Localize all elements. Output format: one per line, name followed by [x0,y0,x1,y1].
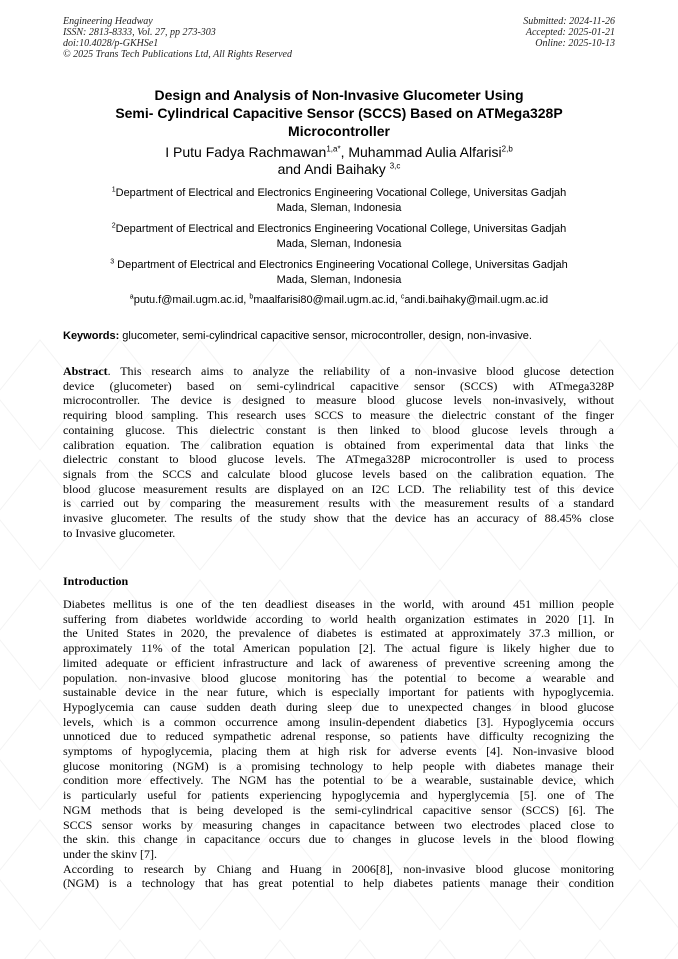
date-accepted: Accepted: 2025-01-21 [525,27,615,38]
watermark-stroke [320,940,400,959]
affiliation-line [72,222,606,237]
intro-line: (NGM) is a technology that has great potential to help diabetes patients manage their condition [63,876,614,891]
intro-line: approximately 11% of the total American population [2]. The actual figure is likely higher due to [63,641,614,656]
affiliation-text: Department of Electrical and Electronics Engineering Vocational College, Universitas Gadjah [114,259,568,271]
watermark-stroke [640,460,678,510]
watermark-stroke [80,940,160,959]
affiliation-line: Mada, Sleman, Indonesia [276,238,402,250]
abstract-line: blood glucose measurement results are displayed on an I2C LCD. The reliability test of this device [63,481,614,496]
date-submitted: Submitted: 2024-11-26 [523,16,615,27]
intro-line: condition more effectively. The NGM has the potential to be a wearable, sustainable device, which [63,773,614,788]
journal-doi: doi:10.4028/p-GKHSe1 [63,38,159,49]
intro-line: symptoms of hypoglycemia, placing them at high risk for adverse events [4]. Non-invasive blood [63,744,614,759]
abstract-text: . This research aims to analyze the reliability of a non-invasive blood glucose detection [107,364,614,378]
abstract-line: microcontroller. The device is designed to measure blood glucose levels non-invasively, without [63,393,614,408]
watermark-stroke [0,760,40,810]
author-name: Andi Baihaky [304,161,390,177]
abstract-line: signals from the SCCS and calculate blood glucose levels based on the calibration equation. The [63,466,614,481]
author-name: I Putu Fadya Rachmawan [165,144,327,160]
abstract-line [63,364,614,379]
abstract-line: is carried out by comparing the measurement results with the measurement results of a standard [63,496,614,511]
abstract-line: dielectric constant to blood glucose levels. The ATmega328P microcontroller is used to process [63,452,614,467]
journal-header [63,16,292,60]
intro-line: limited adequate or efficient infrastructure and lack of awareness of preventive screening among the [63,655,614,670]
author-line-2 [63,161,615,178]
intro-line: population. non-invasive blood glucose monitoring has the potential to become a wearable and [63,670,614,685]
title-line: Microcontroller [288,123,390,139]
affiliation [72,222,606,252]
author-separator: , [340,144,349,160]
intro-line: NGM methods that is being developed is the semi-cylindrical capacitive sensor (SCCS) [6]. The [63,802,614,817]
email-mark: c [400,293,405,301]
email-mark: a [129,293,134,301]
intro-line: under the skinv [7]. [63,846,157,861]
intro-line: Diabetes mellitus is one of the ten deadliest diseases in the world, with around 451 million people [63,597,614,611]
affiliation-number: 1 [111,186,116,194]
watermark-stroke [0,400,40,450]
author-line-1 [63,144,615,161]
watermark-stroke [640,340,678,390]
author-affiliation-mark: 3,c [389,161,401,171]
intro-line: Hypoglycemia can cause sudden death during sleep due to unexpected changes in blood glucose [63,699,614,714]
email-mark: b [249,293,254,301]
watermark-stroke [640,940,678,959]
title-line: Design and Analysis of Non-Invasive Glucometer Using [154,87,524,103]
affiliation-line: Mada, Sleman, Indonesia [276,202,402,214]
watermark-stroke [560,940,640,959]
abstract-line: to Invasive glucometer. [63,525,176,540]
paper-title [63,86,615,140]
watermark-stroke [240,940,320,959]
intro-line: levels, which is a common occurrence among insulin-dependent diabetics [3]. Hypoglycemia occurs [63,714,614,729]
affiliation-text: Department of Electrical and Electronics Engineering Vocational College, Universitas Gadjah [115,187,567,199]
publication-dates [523,16,615,49]
journal-copyright: © 2025 Trans Tech Publications Ltd, All Rights Reserved [63,49,292,60]
journal-name: Engineering Headway [63,16,153,27]
intro-line: the United States in 2020, the prevalence of diabetes is estimated at approximately 37.3 million, or [63,626,614,641]
affiliation-line [72,186,606,201]
watermark-stroke [480,940,560,959]
affiliation-number: 2 [111,222,116,230]
keywords-text: glucometer, semi-cylindrical capacitive sensor, microcontroller, design, non-invasive. [119,330,532,342]
author-conjunction: and [277,161,305,177]
abstract-line: requiring blood sampling. This research uses SCCS to measure the dielectric constant of the finger [63,408,614,423]
intro-line: unnoticed due to reduced sympathetic adrenal response, so patients have difficulty recognizing the [63,729,614,744]
email-address: andi.baihaky@mail.ugm.ac.id [404,294,549,306]
intro-line: suffering from diabetes worldwide according to world health organization estimates in 2020 [1]. In [63,611,614,626]
abstract-line: calibration equation. The calibration equation is obtained from experimental data that links the [63,437,614,452]
affiliation [72,258,606,288]
title-line: Semi- Cylindrical Capacitive Sensor (SCCS) Based on ATMega328P [115,105,563,121]
watermark-stroke [400,940,480,959]
watermark-stroke [0,940,80,959]
affiliation [72,186,606,216]
watermark-stroke [0,640,40,690]
introduction-body [63,597,614,891]
intro-line: the skin. this change in capacitance occurs due to changes in glucose levels in the blood flowing [63,832,614,847]
intro-line: glucose monitoring (NGM) is a promising technology to help people with diabetes manage their [63,758,614,773]
watermark-stroke [0,880,40,930]
author-list [63,144,615,178]
author-emails [63,293,615,307]
intro-line: SCCS sensor works by measuring changes in capacitance between two electrodes placed close to [63,817,614,832]
affiliation-number: 3 [110,258,115,266]
intro-line: sustainable device in the near future, which is especially important for patients with hypoglycemia. [63,685,614,700]
email-address: putu.f@mail.ugm.ac.id, [133,294,250,306]
affiliation-text: Department of Electrical and Electronics Engineering Vocational College, Universitas Gadjah [115,223,567,235]
abstract-line: containing glucose. This dielectric constant is then linked to blood glucose levels through a [63,422,614,437]
abstract [63,364,614,540]
watermark-stroke [0,520,40,570]
watermark-stroke [640,820,678,870]
affiliation-line: Mada, Sleman, Indonesia [276,274,402,286]
intro-line: is particularly useful for patients experiencing hypoglycemia and hyperglycemia [5]. one of The [63,788,614,803]
author-affiliation-mark: 1,a* [326,144,341,154]
watermark-stroke [640,700,678,750]
date-online: Online: 2025-10-13 [535,38,615,49]
abstract-label: Abstract [63,364,108,378]
journal-issn: ISSN: 2813-8333, Vol. 27, pp 273-303 [63,27,216,38]
watermark-stroke [160,940,240,959]
section-heading-introduction: Introduction [63,574,129,588]
keywords [63,329,615,343]
intro-line: According to research by Chiang and Huang in 2006[8], non-invasive blood glucose monitoring [63,861,614,876]
author-affiliation-mark: 2,b [501,144,513,154]
keywords-label: Keywords: [63,330,120,342]
email-address: maalfarisi80@mail.ugm.ac.id, [253,294,401,306]
abstract-line: invasive glucometer. The results of the study show that the device has an accuracy of 88.45% close [63,511,614,526]
abstract-line: device (glucometer) based on semi-cylindrical capacitive sensor (SCCS) with ATmega328P [63,378,614,393]
affiliation-line [72,258,606,273]
watermark-stroke [640,580,678,630]
author-name: Muhammad Aulia Alfarisi [348,144,502,160]
